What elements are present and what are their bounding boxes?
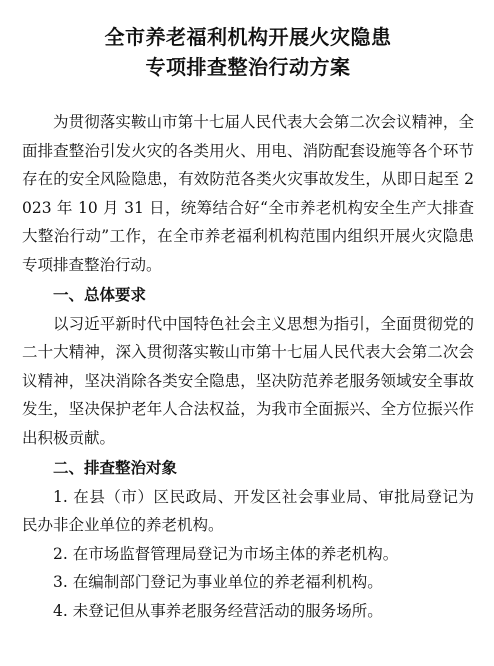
intro-paragraph: 为贯彻落实鞍山市第十七届人民代表大会第二次会议精神，全面排查整治引发火灾的各类用火、用电、消防配套设施等各个环节存在的安全风险隐患，有效防范各类火灾事故发生，从即日起至 2023 年 10 月 31 日，统筹结合好“全市养老机构安全生产大排查大整治行动”工作，在全市养老福利机构范围内组织开展火灾隐患专项排查整治行动。 [22,113,474,274]
list-item: 1. 在县（市）区民政局、开发区社会事业局、审批局登记为民办非企业单位的养老机构。 [22,487,474,535]
list-item: 2. 在市场监督管理局登记为市场主体的养老机构。 [53,544,399,563]
list-item: 4. 未登记但从事养老服务经营活动的服务场所。 [53,601,383,620]
title-line-1: 全市养老福利机构开展火灾隐患 [104,25,392,49]
section-2-heading: 二、排查整治对象 [53,458,178,477]
section-1-heading: 一、总体要求 [53,285,147,304]
section-1-body: 以习近平新时代中国特色社会主义思想为指引，全面贯彻党的二十大精神，深入贯彻落实鞍山市第十七届人民代表大会第二次会议精神，坚决消除各类安全隐患，坚决防范养老服务领域安全事故发生，坚决保护老年人合法权益，为我市全面振兴、全方位振兴作出积极贡献。 [22,314,474,447]
document-title [22,22,474,82]
title-line-2: 专项排查整治行动方案 [145,55,351,79]
list-item: 3. 在编制部门登记为事业单位的养老福利机构。 [53,573,383,592]
